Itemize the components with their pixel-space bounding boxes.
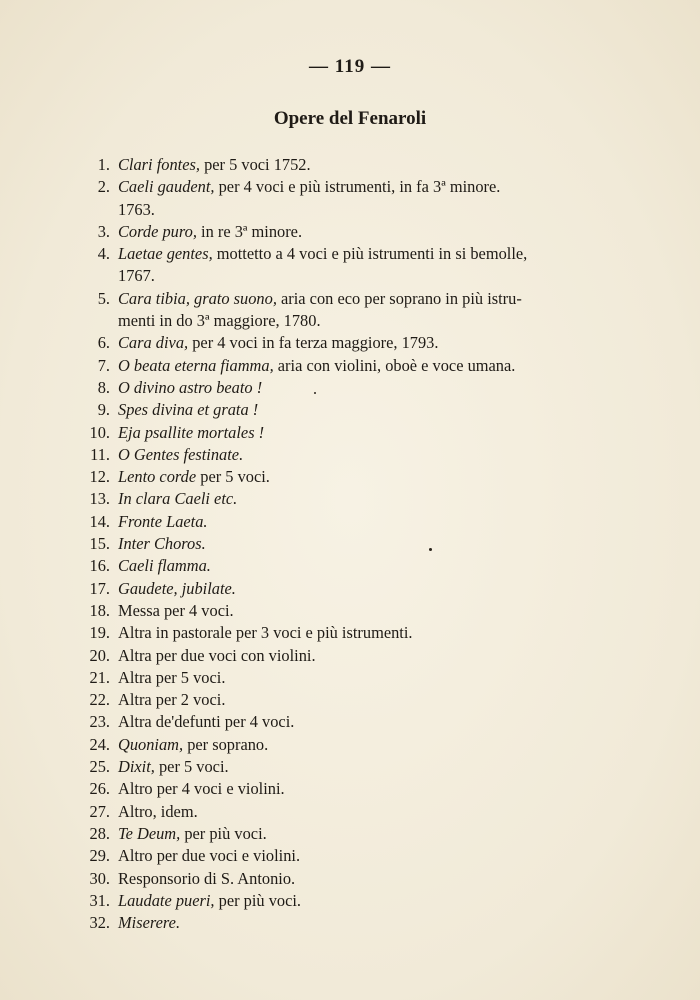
work-item — [82, 600, 602, 622]
work-description: Responsorio di S. Antonio. — [118, 868, 296, 888]
work-item — [82, 355, 602, 377]
work-title: O beata eterna fiamma, — [118, 355, 274, 375]
work-number: 14. — [89, 511, 110, 531]
work-number: 18. — [89, 600, 110, 620]
work-continuation: 1763. — [118, 199, 155, 219]
work-description: per 5 voci. — [154, 757, 229, 777]
work-item — [82, 801, 602, 823]
work-description: Altro per 4 voci e violini. — [118, 779, 285, 799]
work-number: 22. — [89, 690, 110, 710]
work-title: O divino astro beato ! — [118, 377, 263, 397]
page-number: — 119 — — [309, 56, 391, 77]
work-number: 19. — [89, 623, 110, 643]
work-description: Altro per due voci e violini. — [118, 846, 301, 866]
work-description: Altro, idem. — [118, 801, 198, 821]
work-item — [82, 444, 602, 466]
work-number: 24. — [89, 734, 110, 754]
work-title: Laetae gentes, — [118, 244, 213, 264]
work-number: 8. — [97, 377, 110, 397]
work-description: per soprano. — [183, 734, 269, 754]
work-item — [82, 578, 602, 600]
work-number: 28. — [89, 823, 110, 843]
works-list — [82, 154, 602, 934]
work-item — [82, 645, 602, 667]
work-title: In clara Caeli etc. — [118, 489, 238, 509]
work-title: O Gentes festinate. — [118, 444, 244, 464]
print-speck — [429, 548, 432, 551]
work-title: Fronte Laeta. — [118, 511, 208, 531]
work-item — [82, 176, 602, 221]
work-title: Clari fontes, — [118, 155, 200, 174]
work-description: Altra per due voci con violini. — [118, 645, 316, 665]
work-number: 7. — [97, 355, 110, 375]
work-title: Laudate pueri, — [118, 890, 215, 910]
work-title: Te Deum, — [118, 823, 181, 843]
work-item — [82, 466, 602, 488]
work-item — [82, 154, 602, 176]
work-item — [82, 422, 602, 444]
work-title: Corde puro, — [118, 221, 197, 241]
work-item — [82, 288, 602, 333]
work-description: aria con violini, oboè e voce umana. — [273, 355, 516, 375]
work-number: 32. — [89, 913, 110, 933]
work-item — [82, 823, 602, 845]
work-description: in re 3ª minore. — [196, 221, 303, 241]
work-description: Altra per 2 voci. — [118, 690, 226, 710]
work-item — [82, 845, 602, 867]
work-item — [82, 555, 602, 577]
work-title: Gaudete, jubilate. — [118, 578, 236, 598]
work-number: 30. — [89, 868, 110, 888]
work-number: 27. — [89, 801, 110, 821]
work-number: 17. — [89, 578, 110, 598]
work-item — [82, 778, 602, 800]
work-item — [82, 243, 602, 288]
work-number: 25. — [89, 757, 110, 777]
work-item — [82, 332, 602, 354]
work-item — [82, 734, 602, 756]
work-number: 20. — [89, 645, 110, 665]
work-description: aria con eco per soprano in più istru- — [276, 288, 522, 308]
work-number: 5. — [97, 288, 110, 308]
work-number: 10. — [89, 422, 110, 442]
work-number: 29. — [89, 846, 110, 866]
work-item — [82, 912, 602, 934]
work-number: 11. — [90, 444, 110, 464]
work-title: Cara diva, — [118, 333, 189, 353]
work-description: per 4 voci in fa terza maggiore, 1793. — [188, 333, 439, 353]
work-description: mottetto a 4 voci e più istrumenti in si bemolle, — [212, 244, 528, 264]
work-number: 13. — [89, 489, 110, 509]
work-title: Miserere. — [118, 913, 181, 933]
work-description: per 5 voci 1752. — [199, 155, 311, 174]
work-description: Messa per 4 voci. — [118, 600, 234, 620]
work-number: 21. — [89, 667, 110, 687]
work-description: per 4 voci e più istrumenti, in fa 3ª minore. — [214, 177, 501, 197]
print-speck — [314, 392, 316, 394]
work-number: 4. — [97, 244, 110, 264]
page-title: Opere del Fenaroli — [273, 108, 427, 129]
work-continuation: menti in do 3ª maggiore, 1780. — [118, 311, 321, 331]
work-description: Altra in pastorale per 3 voci e più istrumenti. — [118, 623, 413, 643]
work-title: Quoniam, — [118, 734, 184, 754]
work-title: Inter Choros. — [118, 534, 206, 554]
work-item — [82, 756, 602, 778]
work-title: Dixit, — [118, 757, 155, 777]
work-number: 3. — [97, 221, 110, 241]
work-item — [82, 667, 602, 689]
work-item — [82, 377, 602, 399]
work-number: 16. — [89, 556, 110, 576]
work-item — [82, 488, 602, 510]
work-item — [82, 221, 602, 243]
work-description: per più voci. — [214, 890, 302, 910]
work-number: 31. — [89, 890, 110, 910]
work-item — [82, 533, 602, 555]
work-title: Caeli gaudent, — [118, 177, 215, 197]
work-item — [82, 711, 602, 733]
work-description: Altra de'defunti per 4 voci. — [118, 712, 295, 732]
work-item — [82, 511, 602, 533]
work-item — [82, 868, 602, 890]
work-item — [82, 399, 602, 421]
work-title: Lento corde — [118, 467, 197, 487]
work-title: Caeli flamma. — [118, 556, 211, 576]
work-description: per più voci. — [180, 823, 267, 843]
work-title: Cara tibia, grato suono, — [118, 288, 277, 308]
work-item — [82, 689, 602, 711]
work-continuation: 1767. — [118, 266, 155, 286]
work-title: Eja psallite mortales ! — [118, 422, 265, 442]
work-number: 15. — [89, 534, 110, 554]
work-description: per 5 voci. — [196, 467, 270, 487]
work-number: 9. — [97, 400, 110, 420]
work-item — [82, 622, 602, 644]
work-number: 26. — [89, 779, 110, 799]
work-number: 1. — [97, 155, 110, 174]
work-description: Altra per 5 voci. — [118, 667, 226, 687]
work-number: 23. — [89, 712, 110, 732]
work-number: 6. — [97, 333, 110, 353]
work-number: 12. — [89, 467, 110, 487]
work-title: Spes divina et grata ! — [118, 400, 259, 420]
work-item — [82, 890, 602, 912]
work-number: 2. — [97, 177, 110, 197]
